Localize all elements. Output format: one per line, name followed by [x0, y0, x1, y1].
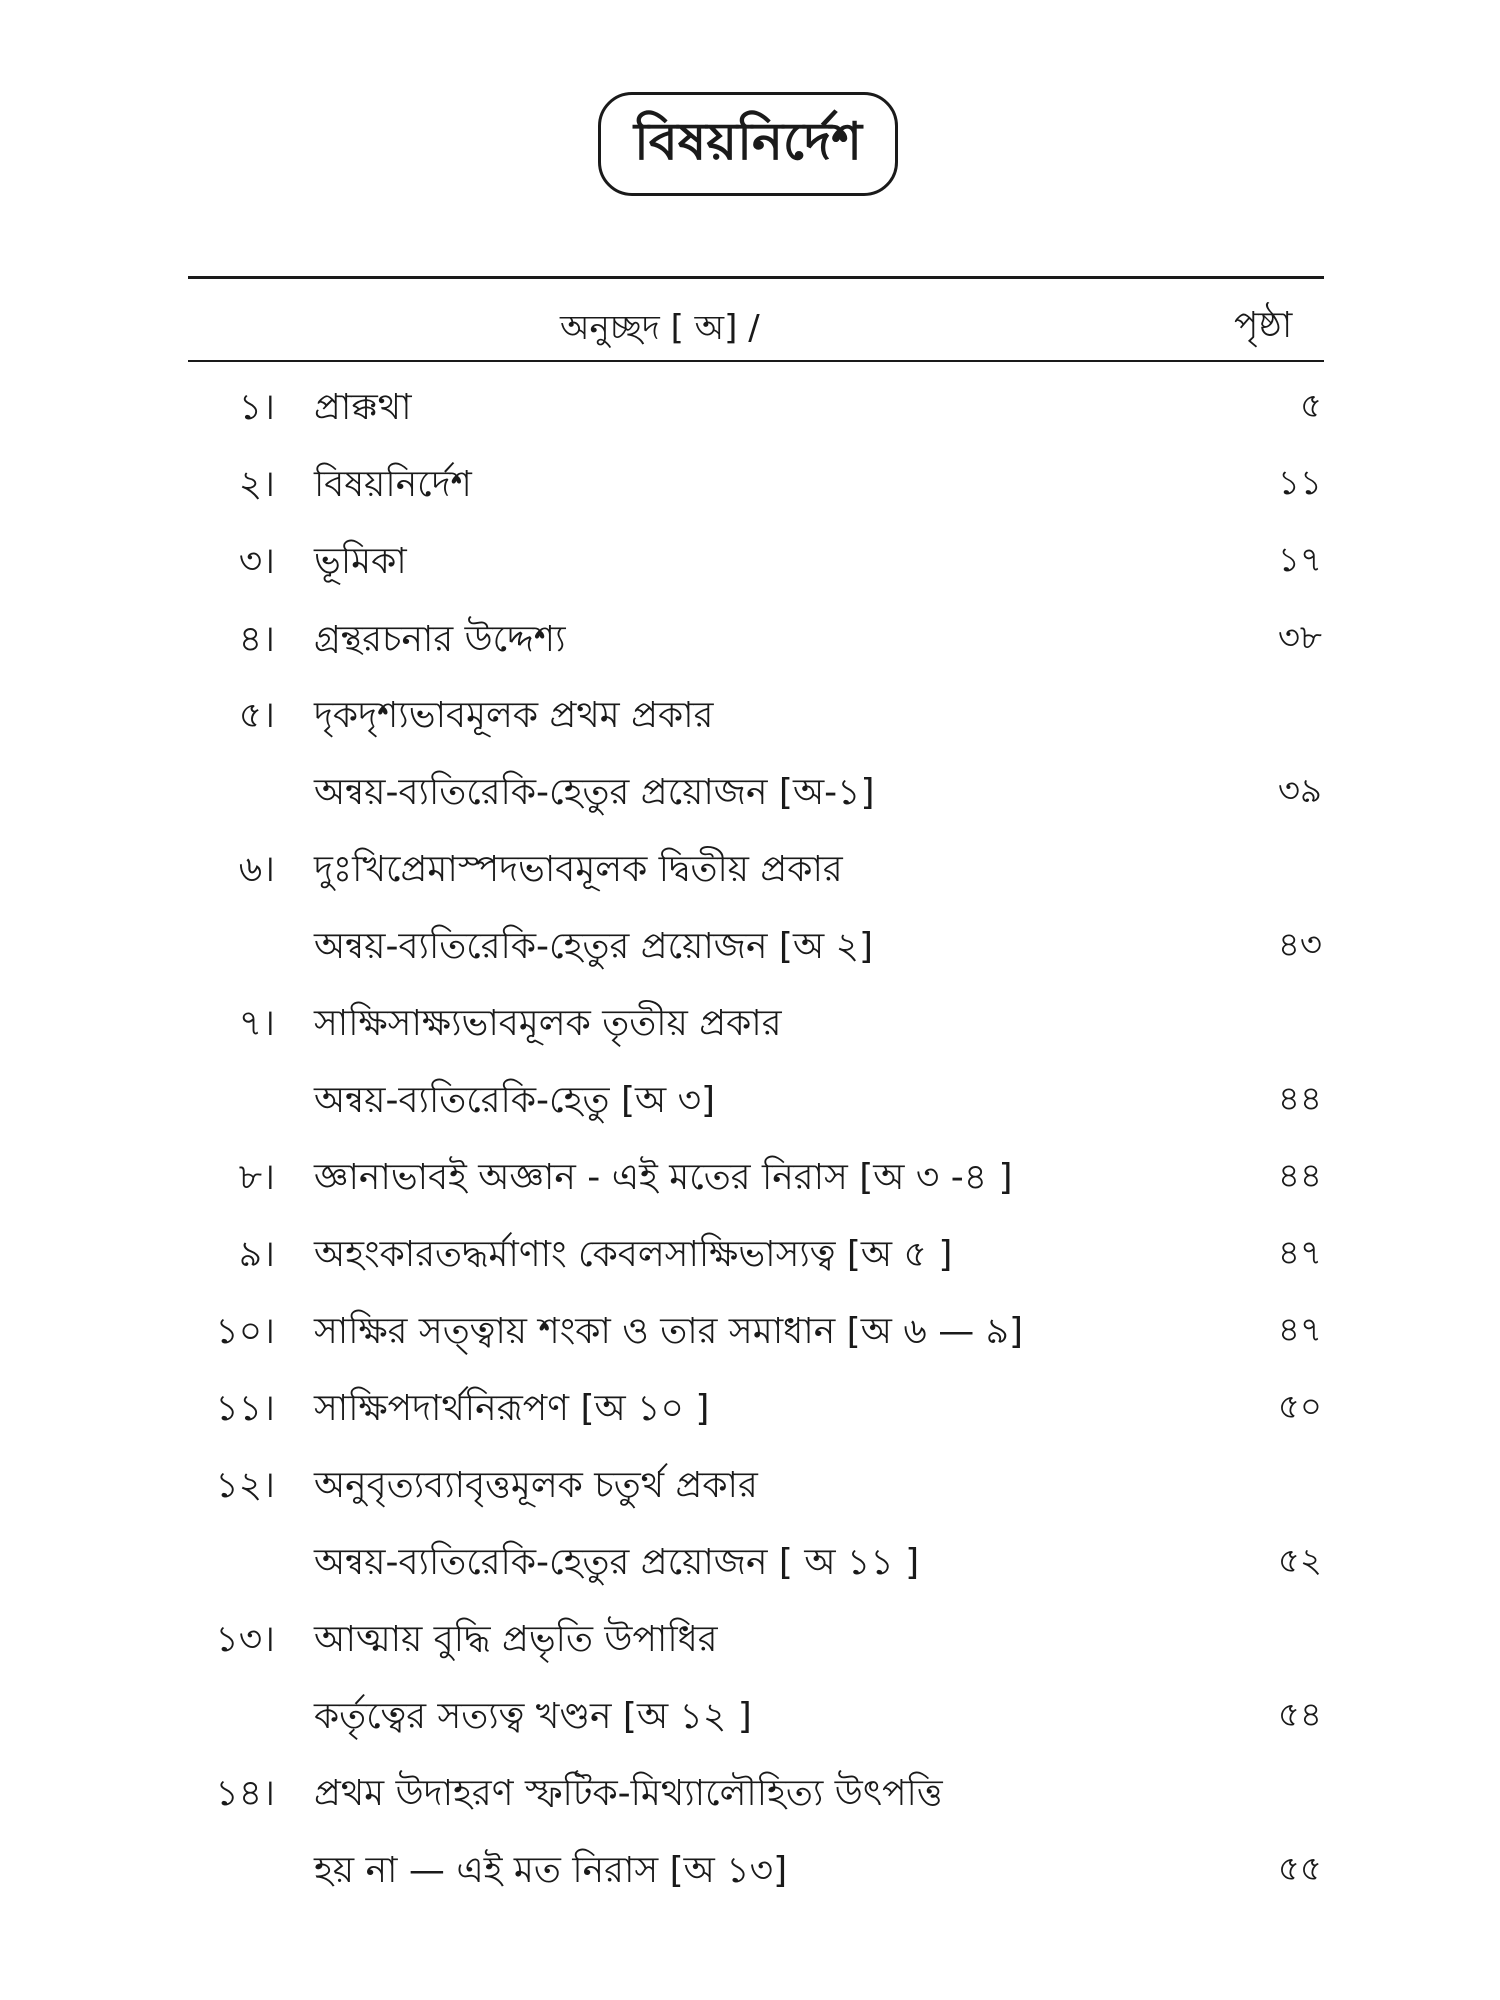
entry-page: ১৭	[1277, 540, 1322, 580]
entry-number: ৭।	[238, 1003, 275, 1044]
entry-page: ১১	[1277, 463, 1322, 503]
entry-text: বিষয়নির্দেশ	[314, 464, 472, 505]
toc-entry-continuation	[0, 765, 1500, 825]
entry-page: ৫৪	[1277, 1695, 1322, 1735]
page-column-header: পৃষ্ঠা	[1234, 305, 1293, 346]
entry-number: ১১।	[215, 1388, 275, 1429]
toc-entry	[0, 996, 1500, 1056]
entry-number: ১০।	[215, 1311, 275, 1352]
toc-entry	[0, 1612, 1500, 1672]
entry-text: প্রাক্কথা	[314, 387, 412, 428]
toc-entry	[0, 1381, 1500, 1441]
entry-page: ৫২	[1277, 1541, 1322, 1581]
toc-entry-continuation	[0, 1073, 1500, 1133]
entry-number: ১২।	[215, 1465, 275, 1506]
entry-number: ২।	[238, 464, 275, 505]
top-rule	[188, 276, 1324, 279]
toc-entry	[0, 380, 1500, 440]
entry-text: দুঃখিপ্রেমাস্পদভাবমূলক দ্বিতীয় প্রকার	[314, 849, 843, 890]
toc-entry	[0, 1227, 1500, 1287]
entry-number: ৪।	[238, 619, 275, 660]
page-title: বিষয়নির্দেশ	[598, 92, 898, 196]
entry-text: সাক্ষির সত্ত্বায় শংকা ও তার সমাধান [অ ৬ — ৯]	[314, 1311, 1024, 1352]
entry-text: গ্রন্থরচনার উদ্দেশ্য	[314, 619, 566, 660]
entry-page: ৫৫	[1277, 1849, 1322, 1889]
toc-entry-continuation	[0, 1535, 1500, 1595]
entry-page: ৪৩	[1277, 925, 1322, 965]
entry-page: ৫০	[1277, 1387, 1322, 1427]
entry-text: অন্বয়-ব্যতিরেকি-হেতুর প্রয়োজন [অ ২]	[314, 926, 874, 967]
entry-text: অন্বয়-ব্যতিরেকি-হেতুর প্রয়োজন [ অ ১১ ]	[314, 1542, 920, 1583]
entry-number: ১৩।	[215, 1619, 275, 1660]
toc-entry	[0, 1458, 1500, 1518]
entry-text: অন্বয়-ব্যতিরেকি-হেতুর প্রয়োজন [অ-১]	[314, 772, 875, 813]
entry-number: ৮।	[238, 1157, 275, 1198]
toc-entry	[0, 612, 1500, 672]
toc-entry-continuation	[0, 919, 1500, 979]
entry-text: জ্ঞানাভাবই অজ্ঞান - এই মতের নিরাস [অ ৩ -৪ ]	[314, 1157, 1013, 1198]
entry-number: ১।	[238, 387, 275, 428]
entry-page: ৩৯	[1277, 771, 1322, 811]
toc-entry	[0, 1304, 1500, 1364]
entry-number: ৩।	[238, 541, 275, 582]
toc-entry-continuation	[0, 1689, 1500, 1749]
entry-page: ৪৪	[1277, 1079, 1322, 1119]
column-header: অনুচ্ছদ [ অ] /	[560, 308, 760, 348]
entry-page: ৩৮	[1277, 618, 1322, 658]
entry-page: ৫	[1299, 386, 1322, 426]
entry-text: প্রথম উদাহরণ স্ফটিক-মিথ্যালৌহিত্য উৎপত্তি	[314, 1773, 943, 1814]
entry-text: অহংকারতদ্ধর্মাণাং কেবলসাক্ষিভাস্যত্ব [অ ৫ ]	[314, 1234, 953, 1275]
entry-text: অন্বয়-ব্যতিরেকি-হেতু [অ ৩]	[314, 1080, 716, 1121]
header-rule	[188, 360, 1324, 362]
entry-page: ৪৭	[1277, 1310, 1322, 1350]
entry-page: ৪৭	[1277, 1233, 1322, 1273]
entry-number: ১৪।	[215, 1773, 275, 1814]
toc-entry	[0, 842, 1500, 902]
entry-text: দৃকদৃশ্যভাবমূলক প্রথম প্রকার	[314, 695, 714, 736]
toc-entry	[0, 1766, 1500, 1826]
toc-entry	[0, 534, 1500, 594]
entry-number: ৯।	[238, 1234, 275, 1275]
entry-text: ভূমিকা	[314, 541, 407, 582]
entry-number: ৬।	[238, 849, 275, 890]
entry-number: ৫।	[238, 695, 275, 736]
entry-text: সাক্ষিসাক্ষ্যভাবমূলক তৃতীয় প্রকার	[314, 1003, 782, 1044]
toc-entry	[0, 457, 1500, 517]
toc-entry	[0, 1150, 1500, 1210]
entry-text: কর্তৃত্বের সত্যত্ব খণ্ডন [অ ১২ ]	[314, 1696, 752, 1737]
entry-page: ৪৪	[1277, 1156, 1322, 1196]
toc-entry	[0, 688, 1500, 748]
entry-text: অনুবৃত্যব্যাবৃত্তমূলক চতুর্থ প্রকার	[314, 1465, 758, 1506]
toc-entry-continuation	[0, 1843, 1500, 1903]
entry-text: আত্মায় বুদ্ধি প্রভৃতি উপাধির	[314, 1619, 718, 1660]
entry-text: সাক্ষিপদার্থনিরূপণ [অ ১০ ]	[314, 1388, 710, 1429]
entry-text: হয় না — এই মত নিরাস [অ ১৩]	[314, 1850, 788, 1891]
